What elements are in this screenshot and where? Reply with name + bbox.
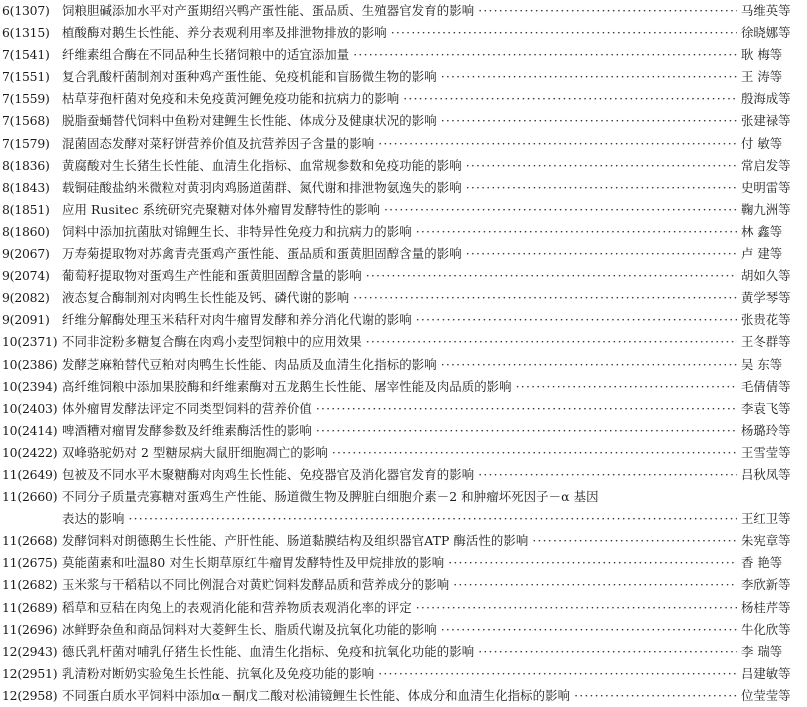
toc-entry[interactable] bbox=[0, 420, 807, 442]
issue-page-ref: 8(1860) bbox=[2, 223, 50, 239]
article-title: 复合乳酸杆菌制剂对蛋种鸡产蛋性能、免疫机能和盲肠微生物的影响 bbox=[62, 69, 437, 85]
entry-title-wrap bbox=[62, 442, 741, 464]
author-name: 王雪莹等 bbox=[741, 444, 791, 460]
toc-entry[interactable] bbox=[0, 66, 807, 88]
toc-entry[interactable] bbox=[0, 641, 807, 663]
issue-page-ref: 7(1559) bbox=[2, 91, 50, 107]
author-name: 李欣新等 bbox=[741, 577, 791, 593]
author-name: 杨璐玲等 bbox=[741, 422, 791, 438]
dot-leader bbox=[466, 155, 737, 177]
dot-leader bbox=[353, 44, 737, 66]
toc-entry[interactable] bbox=[0, 243, 807, 265]
author-name: 李 瑞等 bbox=[741, 643, 783, 659]
issue-page-ref: 6(1307) bbox=[2, 3, 50, 18]
dot-leader bbox=[353, 287, 737, 309]
toc-entry[interactable] bbox=[0, 0, 807, 22]
toc-entry[interactable] bbox=[0, 530, 807, 552]
issue-page-ref: 10(2414) bbox=[2, 422, 58, 438]
article-title-continuation-row bbox=[62, 508, 741, 530]
article-title: 德氏乳杆菌对哺乳仔猪生长性能、血清生化指标、免疫和抗氧化功能的影响 bbox=[62, 643, 475, 659]
author-name: 鞠九洲等 bbox=[741, 201, 791, 217]
issue-page-ref: 8(1836) bbox=[2, 157, 50, 173]
article-title: 应用 Rusitec 系统研究壳聚糖对体外瘤胃发酵特性的影响 bbox=[62, 201, 380, 217]
dot-leader bbox=[378, 133, 737, 155]
article-title: 高纤维饲粮中添加果胶酶和纤维素酶对五龙鹅生长性能、屠宰性能及肉品质的影响 bbox=[62, 378, 512, 394]
entry-title-wrap bbox=[62, 663, 741, 685]
author-name: 香 艳等 bbox=[741, 555, 783, 571]
issue-page-ref: 7(1579) bbox=[2, 135, 50, 151]
article-title: 冰鲜野杂鱼和商品饲料对大菱鲆生长、脂质代谢及抗氧化功能的影响 bbox=[62, 621, 437, 637]
article-title: 不同非淀粉多糖复合酶在肉鸡小麦型饲粮中的应用效果 bbox=[62, 334, 362, 350]
entry-title-wrap bbox=[62, 155, 741, 177]
dot-leader bbox=[384, 199, 737, 221]
author-name: 黄学琴等 bbox=[741, 290, 791, 306]
article-title: 包被及不同水平木聚糖酶对肉鸡生长性能、免疫器官及消化器官发育的影响 bbox=[62, 466, 475, 482]
entry-title-wrap bbox=[62, 243, 741, 265]
dot-leader bbox=[416, 221, 737, 243]
issue-page-ref: 11(2668) bbox=[2, 533, 58, 549]
issue-page-ref: 12(2943) bbox=[2, 643, 58, 659]
entry-title-wrap bbox=[62, 44, 741, 66]
dot-leader bbox=[416, 309, 737, 331]
entry-title-wrap bbox=[62, 110, 741, 132]
issue-page-ref: 11(2660) bbox=[2, 489, 58, 505]
entry-title-wrap bbox=[62, 0, 741, 22]
toc-entry[interactable] bbox=[0, 464, 807, 486]
article-title: 双峰骆驼奶对 2 型糖尿病大鼠肝细胞凋亡的影响 bbox=[62, 444, 328, 460]
toc-entry[interactable] bbox=[0, 199, 807, 221]
dot-leader bbox=[441, 354, 737, 376]
toc-entry[interactable] bbox=[0, 376, 807, 398]
toc-entry[interactable] bbox=[0, 177, 807, 199]
issue-page-ref: 12(2958) bbox=[2, 687, 58, 703]
issue-page-ref: 11(2649) bbox=[2, 466, 58, 482]
author-name: 王红卫等 bbox=[741, 511, 791, 527]
article-title: 饲粮胆碱添加水平对产蛋期绍兴鸭产蛋性能、蛋品质、生殖器官发育的影响 bbox=[62, 3, 475, 18]
toc-entry[interactable] bbox=[0, 331, 807, 353]
entry-title-wrap bbox=[62, 619, 741, 641]
author-name: 张建禄等 bbox=[741, 113, 791, 129]
issue-page-ref: 11(2682) bbox=[2, 577, 58, 593]
toc-entry[interactable] bbox=[0, 398, 807, 420]
toc-entry[interactable] bbox=[0, 110, 807, 132]
article-title: 发酵芝麻粕替代豆粕对肉鸭生长性能、肉品质及血清生化指标的影响 bbox=[62, 356, 437, 372]
author-name: 毛倩倩等 bbox=[741, 378, 791, 394]
author-name: 杨桂芹等 bbox=[741, 599, 791, 615]
toc-entry[interactable] bbox=[0, 22, 807, 44]
issue-page-ref: 8(1851) bbox=[2, 201, 50, 217]
entry-title-wrap bbox=[62, 331, 741, 353]
author-name: 吴 东等 bbox=[741, 356, 783, 372]
dot-leader bbox=[316, 420, 737, 442]
article-title: 纤维分解酶处理玉米秸秆对肉牛瘤胃发酵和养分消化代谢的影响 bbox=[62, 312, 412, 328]
author-name: 位莹莹等 bbox=[741, 687, 791, 703]
dot-leader bbox=[391, 22, 737, 44]
author-name: 常启发等 bbox=[741, 157, 791, 173]
issue-page-ref: 10(2386) bbox=[2, 356, 58, 372]
dot-leader bbox=[441, 619, 737, 641]
article-title: 纤维素组合酶在不同品种生长猪饲粮中的适宜添加量 bbox=[62, 47, 350, 63]
entry-title-wrap bbox=[62, 177, 741, 199]
article-title: 载铜硅酸盐纳米微粒对黄羽肉鸡肠道菌群、氮代谢和排泄物氨逸失的影响 bbox=[62, 179, 462, 195]
issue-page-ref: 10(2422) bbox=[2, 444, 58, 460]
dot-leader bbox=[441, 66, 737, 88]
author-name: 徐晓娜等 bbox=[741, 25, 791, 41]
toc-entry[interactable] bbox=[0, 354, 807, 376]
author-name: 牛化欣等 bbox=[741, 621, 791, 637]
article-title: 啤酒糟对瘤胃发酵参数及纤维素酶活性的影响 bbox=[62, 422, 312, 438]
article-title: 不同分子质量壳寡糖对蛋鸡生产性能、肠道微生物及脾脏白细胞介素－2 和肿瘤坏死因子－α 基因 bbox=[62, 489, 599, 505]
entry-title-wrap bbox=[62, 66, 741, 88]
entry-title-wrap bbox=[62, 641, 741, 663]
dot-leader bbox=[378, 663, 737, 685]
toc-entry[interactable] bbox=[0, 619, 807, 641]
article-title: 混菌固态发酵对菜籽饼营养价值及抗营养因子含量的影响 bbox=[62, 135, 375, 151]
entry-title-wrap bbox=[62, 88, 741, 110]
toc-entry[interactable] bbox=[0, 155, 807, 177]
author-name: 王 涛等 bbox=[741, 69, 783, 85]
article-title-continuation: 表达的影响 bbox=[62, 511, 125, 527]
entry-title-wrap bbox=[62, 574, 741, 596]
dot-leader bbox=[478, 0, 737, 22]
entry-title-wrap bbox=[62, 22, 741, 44]
entry-title-wrap bbox=[62, 221, 741, 243]
entry-title-wrap bbox=[62, 597, 741, 619]
article-title: 发酵饲料对朗德鹅生长性能、产肝性能、肠道黏膜结构及组织器官ATP 酶活性的影响 bbox=[62, 533, 529, 549]
author-name: 朱宪章等 bbox=[741, 533, 791, 549]
author-name: 李袁飞等 bbox=[741, 400, 791, 416]
toc-entry[interactable] bbox=[0, 574, 807, 596]
toc-entry[interactable] bbox=[0, 88, 807, 110]
issue-page-ref: 11(2696) bbox=[2, 621, 58, 637]
dot-leader bbox=[532, 530, 737, 552]
author-name: 王冬群等 bbox=[741, 334, 791, 350]
toc-entry[interactable] bbox=[0, 486, 807, 530]
entry-title-wrap bbox=[62, 420, 741, 442]
entry-title-wrap bbox=[62, 354, 741, 376]
entry-title-wrap bbox=[62, 287, 741, 309]
dot-leader bbox=[478, 464, 737, 486]
article-title: 植酸酶对鹅生长性能、养分表观利用率及排泄物排放的影响 bbox=[62, 25, 387, 41]
toc-entry[interactable] bbox=[0, 663, 807, 685]
toc-entry[interactable] bbox=[0, 44, 807, 66]
entry-title-wrap bbox=[62, 199, 741, 221]
issue-page-ref: 7(1551) bbox=[2, 69, 50, 85]
dot-leader bbox=[516, 376, 737, 398]
entry-title-wrap bbox=[62, 309, 741, 331]
article-title: 乳清粉对断奶实验兔生长性能、抗氧化及免疫功能的影响 bbox=[62, 665, 375, 681]
author-name: 付 敏等 bbox=[741, 135, 783, 151]
entry-title-wrap bbox=[62, 133, 741, 155]
dot-leader bbox=[332, 442, 737, 464]
dot-leader bbox=[478, 641, 737, 663]
entry-title-wrap bbox=[62, 464, 741, 486]
article-title: 葡萄籽提取物对蛋鸡生产性能和蛋黄胆固醇含量的影响 bbox=[62, 268, 362, 284]
dot-leader bbox=[366, 331, 737, 353]
issue-page-ref: 9(2091) bbox=[2, 312, 50, 328]
dot-leader bbox=[466, 177, 737, 199]
author-name: 殷海成等 bbox=[741, 91, 791, 107]
dot-leader bbox=[128, 508, 737, 530]
toc-entry[interactable] bbox=[0, 133, 807, 155]
issue-page-ref: 9(2074) bbox=[2, 268, 50, 284]
issue-page-ref: 6(1315) bbox=[2, 25, 50, 41]
article-title: 不同蛋白质水平饲料中添加α－酮戊二酸对松浦镜鲤生长性能、体成分和血清生化指标的影响 bbox=[62, 687, 571, 703]
article-title: 枯草芽孢杆菌对免疫和未免疫黄河鲤免疫功能和抗病力的影响 bbox=[62, 91, 400, 107]
article-title: 稻草和豆秸在肉兔上的表观消化能和营养物质表观消化率的评定 bbox=[62, 599, 412, 615]
toc-entry[interactable] bbox=[0, 552, 807, 574]
dot-leader bbox=[441, 110, 737, 132]
article-title: 莫能菌素和吐温80 对生长期草原红牛瘤胃发酵特性及甲烷排放的影响 bbox=[62, 555, 445, 571]
author-name: 史明雷等 bbox=[741, 179, 791, 195]
article-title: 液态复合酶制剂对肉鸭生长性能及钙、磷代谢的影响 bbox=[62, 290, 350, 306]
issue-page-ref: 12(2951) bbox=[2, 665, 58, 681]
issue-page-ref: 7(1541) bbox=[2, 47, 50, 63]
article-title: 饲料中添加抗菌肽对锦鲤生长、非特异性免疫力和抗病力的影响 bbox=[62, 223, 412, 239]
author-name: 耿 梅等 bbox=[741, 47, 783, 63]
author-name: 马维英等 bbox=[741, 3, 791, 18]
entry-title-wrap bbox=[62, 398, 741, 420]
entry-title-wrap bbox=[62, 265, 741, 287]
dot-leader bbox=[366, 265, 737, 287]
issue-page-ref: 8(1843) bbox=[2, 179, 50, 195]
toc-entry[interactable] bbox=[0, 685, 807, 707]
toc-entry[interactable] bbox=[0, 309, 807, 331]
toc-entry[interactable] bbox=[0, 287, 807, 309]
issue-page-ref: 10(2394) bbox=[2, 378, 58, 394]
author-name: 吕秋凤等 bbox=[741, 466, 791, 482]
article-title: 脱脂蚕蛹替代饲料中鱼粉对建鲤生长性能、体成分及健康状况的影响 bbox=[62, 113, 437, 129]
toc-entry[interactable] bbox=[0, 597, 807, 619]
issue-page-ref: 10(2403) bbox=[2, 400, 58, 416]
issue-page-ref: 9(2067) bbox=[2, 246, 50, 262]
issue-page-ref: 11(2675) bbox=[2, 555, 58, 571]
article-title: 万寿菊提取物对苏禽青壳蛋鸡产蛋性能、蛋品质和蛋黄胆固醇含量的影响 bbox=[62, 246, 462, 262]
dot-leader bbox=[453, 574, 737, 596]
author-name: 卢 建等 bbox=[741, 246, 783, 262]
toc-entry[interactable] bbox=[0, 221, 807, 243]
dot-leader bbox=[574, 685, 737, 707]
dot-leader bbox=[416, 597, 737, 619]
dot-leader bbox=[448, 552, 737, 574]
entry-title-wrap bbox=[62, 486, 741, 530]
author-name: 林 鑫等 bbox=[741, 223, 783, 239]
author-name: 张贵花等 bbox=[741, 312, 791, 328]
entry-title-wrap bbox=[62, 685, 741, 707]
article-title: 玉米浆与干稻秸以不同比例混合对黄贮饲料发酵品质和营养成分的影响 bbox=[62, 577, 450, 593]
entry-title-wrap bbox=[62, 552, 741, 574]
dot-leader bbox=[466, 243, 737, 265]
toc-entry[interactable] bbox=[0, 265, 807, 287]
author-name: 胡如久等 bbox=[741, 268, 791, 284]
issue-page-ref: 11(2689) bbox=[2, 599, 58, 615]
issue-page-ref: 10(2371) bbox=[2, 334, 58, 350]
dot-leader bbox=[316, 398, 737, 420]
toc-entry[interactable] bbox=[0, 442, 807, 464]
entry-title-wrap bbox=[62, 376, 741, 398]
article-title: 黄腐酸对生长猪生长性能、血清生化指标、血常规参数和免疫功能的影响 bbox=[62, 157, 462, 173]
entry-title-wrap bbox=[62, 530, 741, 552]
article-title: 体外瘤胃发酵法评定不同类型饲料的营养价值 bbox=[62, 400, 312, 416]
issue-page-ref: 9(2082) bbox=[2, 290, 50, 306]
author-name: 吕建敏等 bbox=[741, 665, 791, 681]
issue-page-ref: 7(1568) bbox=[2, 113, 50, 129]
dot-leader bbox=[403, 88, 737, 110]
